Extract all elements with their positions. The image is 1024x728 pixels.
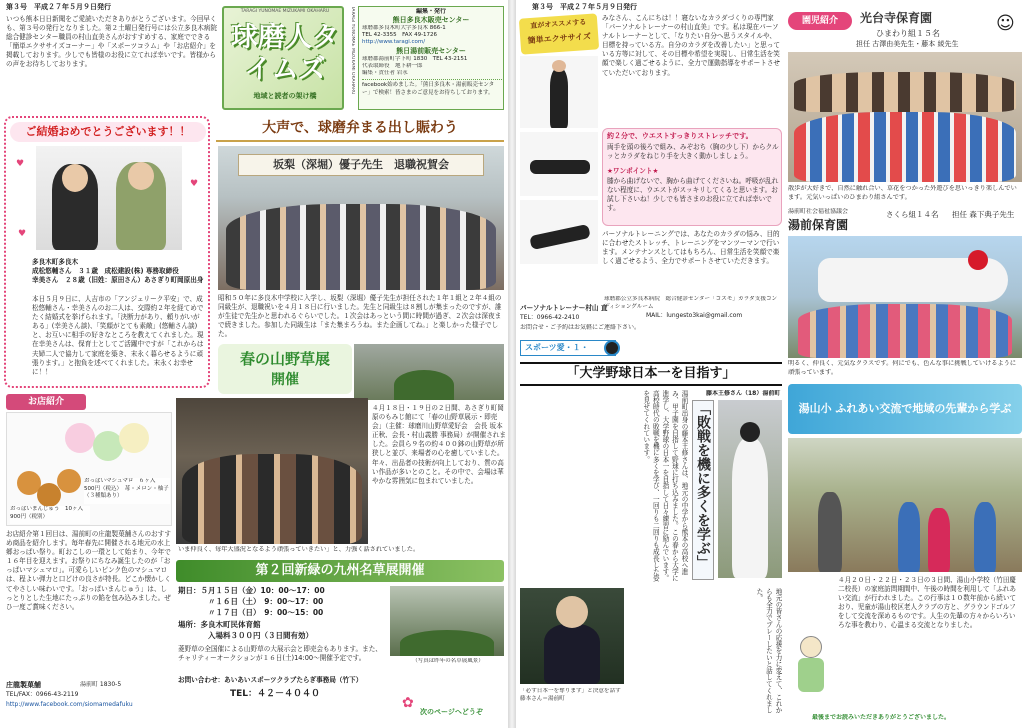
sports-vertical-title: 「敗戦を機に多くを学ぶ」 — [692, 400, 714, 580]
kyushu-date-3: 〃１７日（日） 9：00～15：00 — [208, 608, 324, 617]
wedding-section — [4, 116, 210, 388]
nursery2-class: さくら組１４名 — [886, 210, 939, 219]
exercise-trainer: パーソナルトレーナー村山 直 — [520, 304, 608, 312]
exercise-steps: 両手を頭の後ろで組み、みぞおち（胸の少し下）からクルッとカラダをねじり手を大きく動かしましょう。 — [607, 143, 779, 161]
exercise-photo-1 — [520, 56, 598, 128]
left-intro-text: いつも熊本日日新聞をご愛読いただきありがとうございます。今回早くも、第３号の発行となりました。第２土曜日発行号には公立多良木病院 総合健診センター職員の村山直美さんがおすすめする、家庭でできる「簡単エクササイズコーナー」や「スポーツコラム」や「お店紹介」を掲載しております。少しでも皆様のお役に立てれば幸いです。皆様からの声をお待ちしております。 — [6, 15, 217, 69]
kyushu-title: 第２回新緑の九州名草展開催 — [176, 560, 504, 582]
exercise-tag-line-2: 簡単エクササイズ — [527, 31, 592, 46]
exercise-place: 球磨郡公立多良木病院 総合健診センター「コスモ」カラダ支援コンディショングルーム — [604, 296, 778, 310]
sports-headline: 「大学野球日本一を目指す」 — [520, 362, 782, 386]
kyushu-date-2: 〃１６日（土） 9：00～17：00 — [208, 597, 324, 606]
exercise-onepoint: ★ワンポイント★ — [607, 167, 659, 175]
next-page-link[interactable]: 次のページへどうぞ — [420, 708, 483, 716]
golf-body: ４月２０日・２２日・２３日の３日間、湯山小学校（竹田慶二校長）の家庭訪問期間中、午後の時間を利用して「ふれあい交流」が行われました。この行事は１０数年前から続いており、児童が湯山校区老人クラブの方と、グラウンドゴルフをして交流を深めるものです。人生の先輩の方々からいろいろな事を教わり、心温まる交流となりました。 — [838, 576, 1017, 630]
nursery1-name: 光台寺保育園 — [860, 11, 933, 25]
right-page — [516, 0, 1024, 728]
nursery2-teacher: 担任 森下典子先生 — [952, 210, 1015, 219]
exercise-subtitle: 約２分で、ウエストすっきりストレッチです。 — [607, 132, 753, 140]
nursery2-name: 湯前保育園 — [788, 218, 849, 232]
sports-player: 藤本王修さん（18）湯前町 — [706, 390, 781, 397]
nursery1-caption: 散歩が大好きで、自然に触れ合い、草花をつかった外遊びを思いっきり楽しんでいます。元気いっぱいのひまわり組さんです。 — [788, 185, 1017, 201]
shop-caption-marshmallow: おっぱいマシュマロ ６ヶ入 500円（税込） 苺・メロン・柚子（３種類あり） — [84, 478, 170, 504]
wedding-photo — [36, 146, 182, 250]
left-page — [0, 0, 508, 728]
flower-icon: ✿ — [402, 695, 414, 711]
masthead-romaji: TARAGI YUNOMAE MIZUKAMI OKAHARU — [240, 9, 330, 14]
shop-tel: TEL/FAX：0966-43-2119 — [6, 691, 79, 698]
masthead-vertical: TARAGI YUNOMAE MIZUKAMI OKAHARU — [350, 6, 355, 95]
publisher-tel1: TEL 42-3355 FAX 49-1726 — [362, 32, 438, 38]
shop-caption-manju: おっぱいまんじゅう 10ヶ入 900円（税別） — [10, 506, 90, 524]
child-face-icon: ☺ — [996, 13, 1015, 34]
golf-photo — [788, 438, 1022, 572]
kyushu-photo — [390, 586, 504, 656]
exercise-photo-3 — [520, 200, 598, 264]
sports-body-2: 地元の皆さんの応援を力に変えて、これからも全力でプレーしたいと話してくれました。 — [754, 588, 782, 714]
spring-title: 春の山野草展 — [239, 349, 330, 368]
spring-exhibit-photo — [354, 344, 504, 400]
wedding-groom: 成松悠輔さん ３１歳 成松建設(株) 専務取締役 — [32, 267, 179, 275]
kyushu-photo-caption: （写真は昨年の名草展風景） — [412, 658, 484, 664]
heart-icon: ♥ — [190, 179, 199, 189]
publisher-facebook-note: facebook始めました。「熊日多良木・湯前販売センター」で検索！皆さまのご意見をお待ちしております。 — [362, 79, 502, 109]
publisher-staff: 代表取締役 地下耕一郎 — [362, 63, 423, 69]
exercise-photo-2 — [520, 132, 598, 196]
publisher-addr1: 球磨郡多良木町大字多良木 866-1 — [362, 25, 446, 31]
exercise-mail[interactable]: MAIL：lungesto3kai@gmail.com — [646, 312, 743, 319]
nursery2-org: 湯前町社会福祉協議会 — [788, 208, 849, 215]
exercise-tag-line-1: 直がオススメする — [530, 18, 587, 30]
retirement-headline: 大声で、球磨弁まる出し賑わう — [216, 116, 504, 142]
page-gutter — [508, 0, 516, 728]
kyushu-contact: お問い合わせ：あいあいスポーツクラブたらぎ事務局（竹下） — [178, 676, 363, 684]
kyushu-fee: 入場料３００円（３日間有効） — [208, 631, 313, 640]
retirement-body: 昭和５０年に多良木中学校に入学し、坂梨（深堀）優子先生が担任された１年１組と２年４組の同級生が、退職祝いを４月１８日に行いました。先生と同級生は８割しが集まったのですが、誰が生徒で先生かと思われるぐらいでした。１次会はあっという間に時間が過ぎ、２次会は深夜まで続きました。参加した同級生は「また集まろうね。また企画してね。」と楽しかった様子でした。 — [218, 294, 502, 339]
publisher-box — [358, 6, 504, 110]
kyushu-place: 場所：多良木町民体育館 — [178, 620, 261, 629]
exercise-tag — [519, 13, 599, 54]
exercise-intro: みなさん、こんにちは！！寝ないなカラダづくりの専門家「パーソナルトレーナーの村山直美」です。私は現在パーソナルトレーナーとして、「なりたい自分へ思うスタイルや、目標を持っている方。自分のカラダを改善したい」と思っている方等に対して、その目標や希望を実現し、日常生活を笑顔で楽しく過ごせるように、全力で運動指導をサポートさせていただいております。 — [602, 14, 781, 77]
masthead-title: 球磨人タイムズ — [231, 22, 339, 85]
shop-facebook-link[interactable]: http://www.facebook.com/siomamedafuku — [6, 701, 133, 708]
sports-player-photo — [718, 400, 782, 578]
nursery2-airplane-photo — [788, 236, 1022, 358]
golf-illustration — [788, 630, 836, 700]
golf-footer-note: 最後までお読みいただきありがとうございました。 — [812, 714, 951, 721]
nursery1-class: ひまわり組１５名 — [876, 29, 940, 38]
spring-group-photo — [176, 398, 368, 544]
kyushu-date-1: 期日：５月１５日（金）10：00～17：00 — [178, 586, 325, 595]
spring-title-2: 開催 — [271, 371, 299, 388]
wedding-town: 多良木町多良木 — [32, 258, 79, 266]
publisher-url[interactable]: http://www.taragi.com/ — [362, 39, 426, 45]
exercise-tel: TEL：0966-42-2410 — [520, 314, 580, 321]
sports-photo-caption: 「必ず日本一を奪ります」と決意を話す藤本さん＝湯前町 — [520, 688, 621, 702]
shop-tag: お店紹介 — [6, 394, 86, 410]
masthead-subtitle: 地域と読者の架け橋 — [253, 92, 317, 100]
kyushu-body: 菱野草の全国催による山野草の大展示会と即売会もあります。また、チャリティーオークションが１６日(土)14:00～開催予定です。 — [178, 645, 382, 663]
sports-body: 湯前町出身の藤本王修さんは、地元の中学から熊本の高校へ進み、甲子園を目指して野球に打ち込みました。この春から大学に進学し、大学野球の日本一を目指して日々練習に励んでいます。高校時代の敗戦を機に多くを学び、一回りも二回りも成長した姿を見せてくれています。 — [641, 390, 688, 582]
masthead — [222, 6, 344, 110]
exercise-note: お問合せ・ご予約はお気軽にご連絡下さい。 — [520, 324, 641, 331]
sports-portrait-photo — [520, 588, 624, 684]
heart-icon: ♥ — [18, 229, 27, 239]
golf-title: 湯山小 ふれあい交流で地域の先輩から学ぶ — [788, 384, 1022, 434]
exercise-point: 膝から曲げないで、胸から曲げてくださいね。呼吸が乱れない程度に、ウエストがスッキリしてくると思います。お試し下さいね！少しでも皆さまのお役に立てれば幸いです。 — [607, 177, 779, 213]
kyushu-tel: TEL：４２－４０４０ — [230, 689, 321, 699]
publisher-name1: 熊日多良木販売センター — [392, 16, 470, 24]
shop-body: お店紹介第１回目は、湯前町の庄龍製菓舗さんのおすすめ商品を紹介します。毎年春先に開催される地元の水上郷おっぱい祭り。町おこしの一環として始まり、今年で１６年目を迎えます。お祭りにちなみ誕生したのが「おっぱいマシュマロ」。可愛らしいピンク色のマシュマロは、程よい弾力と口どけの良さが特長。どこか懐かしくてやさしい味わいです。「おっぱいまんじゅう」は、しっとりとした生地にたっぷりの餡を包み込みました。ぜひ一度ご賞味ください。 — [6, 530, 171, 611]
publisher-name2: 熊日湯前販売センター — [396, 47, 466, 55]
shop-name: 庄龍製菓舗 — [6, 681, 41, 689]
retirement-group-photo — [218, 146, 504, 290]
nursery-tag: 園児紹介 — [788, 12, 852, 30]
publisher-editor: 編集・責任者 岩永 — [362, 70, 408, 76]
nursery1-class-photo — [788, 52, 1022, 182]
wedding-title: ご結婚おめでとうございます！！ — [10, 122, 206, 142]
shop-address: 湯前町 1830-5 — [80, 681, 122, 688]
publisher-label: 編集・発行 — [415, 8, 446, 15]
exercise-body-2: パーソナルトレーニングでは、あなたのカラダの悩み、目的に合わせたストレッチ、トレーニングをマンツーマンで行います。メンテナンスとしてはもちろん、日常生活を笑顔で楽しく過ごせるよう、全力でサポートさせていただきます。 — [602, 230, 780, 266]
nursery2-caption: 明るく、仲良く、元気なクラスです。何にでも、色んな事に挑戦していけるように頑張っています。 — [788, 360, 1017, 376]
left-issue-line: 第３号 平成２７年５月９日発行 — [6, 3, 111, 11]
wedding-body: 本日５月９日に、人吉市の「アンジェリーク平安」で、成松悠輔さん・幸美さんのお二人は、交際約２年を経てめでたく結婚式を挙げられます。「決断力があり、頼りがいがある」(幸美さん談)、「笑顔がとても素敵」(悠輔さん談) と、お互いに相手の好きなところを教えてくれました。現在幸美さんは、保育士としてご活躍中ですが「これからは夫婦二人で協力して家庭を築き、末永く暮らせるように頑張ります。」と抱負を述べてくれました。末永くお幸せに！！ — [32, 295, 204, 376]
spring-title-box — [218, 344, 352, 394]
wedding-bride: 幸美さん ２８歳（旧姓：原田さん）あさぎり町岡原出身 — [32, 276, 204, 284]
sports-tag: スポーツ愛・１・ — [520, 340, 616, 356]
exercise-stretch-box — [602, 128, 782, 226]
spring-body: ４月１８日・１９日の２日間、あさぎり町岡原のもみじ館にて「春の山野草展示・即売会」（主催：球磨川山野草愛好会 会長 坂本正秋、会長・村山義勝 事務局）が開催されました。会員ら９名の約４００鉢の山野草が所狭しと並び、来場者の心を癒していました。年々、出品者の技術が向上しており、質の高い作品が多いとのこと。その中で、会場は華やかな雰囲気に包まれていました。 — [372, 404, 506, 485]
retirement-banner: 坂梨（深堀）優子先生 退職祝賀会 — [238, 154, 484, 176]
baseball-icon — [604, 340, 620, 356]
nursery1-teacher: 担任 古澤由美先生・藤本 綾先生 — [856, 40, 959, 48]
spring-caption: いま仲良く、毎年大盛況となるよう頑張っていきたい」と、力強く話されていました。 — [178, 546, 420, 553]
right-issue-line: 第３号 平成２７年５月９日発行 — [532, 3, 637, 11]
heart-icon: ♥ — [16, 159, 25, 169]
publisher-addr2: 球磨郡湯前町字下町 1830 TEL 43-2151 — [362, 56, 468, 62]
